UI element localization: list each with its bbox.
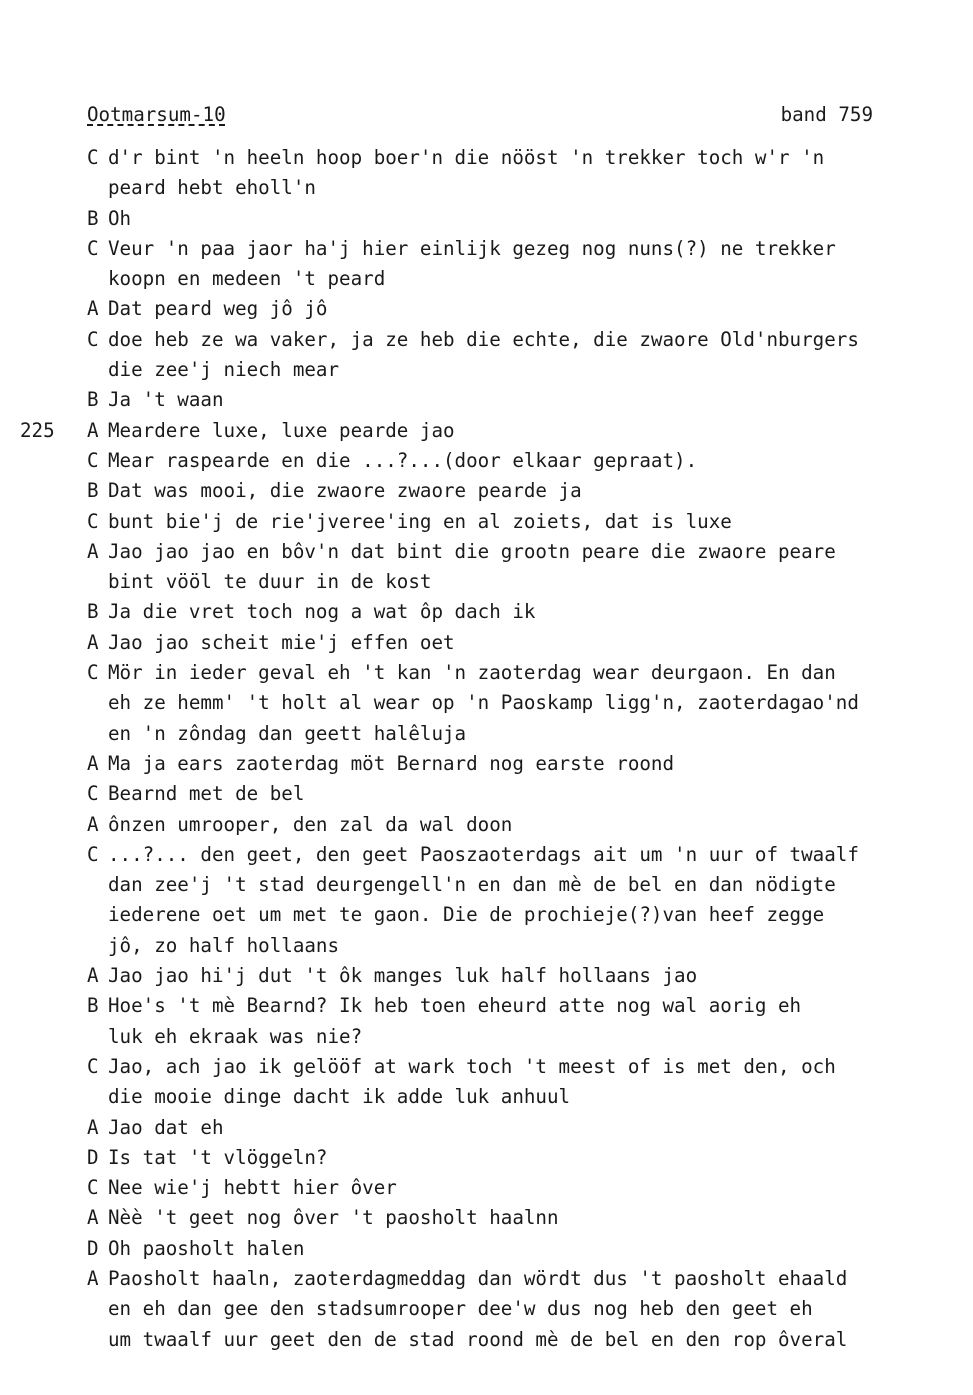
turn-first-line (0, 385, 973, 415)
utterance-text: luk eh ekraak was nie? (108, 1024, 363, 1048)
turn-first-line (0, 476, 973, 506)
speaker-turn (0, 810, 973, 840)
speaker-turn (0, 658, 973, 749)
speaker-turn (0, 840, 973, 961)
speaker-turn (0, 143, 973, 204)
speaker-label: A (87, 812, 99, 836)
speaker-turn (0, 204, 973, 234)
utterance-text: die mooie dinge dacht ik adde luk anhuul (108, 1085, 571, 1109)
utterance-text: peard hebt eholl'n (108, 176, 316, 200)
speaker-turn (0, 537, 973, 598)
speaker-label: C (87, 327, 99, 351)
utterance-text: Jao, ach jao ik gelööf at wark toch 't meest of is met den, och (108, 1054, 836, 1078)
speaker-label: B (87, 388, 99, 412)
utterance-text: Jao jao jao en bôv'n dat bint die grootn peare die zwaore peare (108, 539, 836, 563)
turn-continuation-line (0, 1325, 973, 1355)
speaker-label: A (87, 1115, 99, 1139)
utterance-text: en eh dan gee den stadsumrooper dee'w dus nog heb den geet eh (108, 1297, 813, 1321)
utterance-text: Dat peard weg jô jô (108, 297, 328, 321)
utterance-text: jô, zo half hollaans (108, 933, 340, 957)
utterance-text: Bearnd met de bel (108, 782, 305, 806)
turn-continuation-line (0, 264, 973, 294)
utterance-text: bint vööl te duur in de kost (108, 570, 432, 594)
utterance-text: koopn en medeen 't peard (108, 267, 386, 291)
utterance-text: Ja 't waan (108, 388, 224, 412)
speaker-label: A (87, 630, 99, 654)
speaker-label: A (87, 1206, 99, 1230)
turn-continuation-line (0, 1082, 973, 1112)
turn-first-line (0, 537, 973, 567)
turn-continuation-line (0, 719, 973, 749)
speaker-label: A (87, 539, 99, 563)
utterance-text: Oh (108, 206, 132, 230)
turn-first-line (0, 1143, 973, 1173)
turn-first-line (0, 1173, 973, 1203)
turn-first-line (0, 658, 973, 688)
tape-number: band 759 (780, 103, 873, 126)
speaker-label: C (87, 842, 99, 866)
turn-continuation-line (0, 688, 973, 718)
speaker-turn (0, 1173, 973, 1203)
speaker-label: B (87, 479, 99, 503)
utterance-text: Jao jao scheit mie'j effen oet (108, 630, 455, 654)
speaker-turn (0, 1234, 973, 1264)
speaker-label: C (87, 236, 99, 260)
turn-first-line (0, 1264, 973, 1294)
turn-first-line (0, 507, 973, 537)
turn-first-line (0, 204, 973, 234)
speaker-label: A (87, 751, 99, 775)
turn-continuation-line (0, 567, 973, 597)
speaker-label: B (87, 206, 99, 230)
utterance-text: Is tat 't vlöggeln? (108, 1145, 328, 1169)
utterance-text: Jao jao hi'j dut 't ôk manges luk half hollaans jao (108, 964, 698, 988)
utterance-text: bunt bie'j de rie'jveree'ing en al zoiets, dat is luxe (108, 509, 732, 533)
utterance-text: Ja die vret toch nog a wat ôp dach ik (108, 600, 536, 624)
turn-first-line (0, 961, 973, 991)
utterance-text: Mear raspearde en die ...?...(door elkaar gepraat). (108, 448, 698, 472)
turn-first-line (0, 840, 973, 870)
speaker-label: C (87, 661, 99, 685)
speaker-turn (0, 1052, 973, 1113)
turn-first-line (0, 446, 973, 476)
utterance-text: Paosholt haaln, zaoterdagmeddag dan wördt dus 't paosholt ehaald (108, 1266, 848, 1290)
speaker-label: A (87, 1266, 99, 1290)
speaker-label: B (87, 994, 99, 1018)
turn-first-line (0, 628, 973, 658)
turn-first-line (0, 416, 973, 446)
turn-first-line (0, 810, 973, 840)
turn-first-line (0, 1203, 973, 1233)
utterance-text: iederene oet um met te gaon. Die de prochieje(?)van heef zegge (108, 903, 825, 927)
turn-continuation-line (0, 355, 973, 385)
transcript-title: Ootmarsum-10 (87, 103, 226, 126)
utterance-text: Dat was mooi, die zwaore zwaore pearde ja (108, 479, 582, 503)
speaker-turn (0, 1113, 973, 1143)
turn-first-line (0, 325, 973, 355)
speaker-label: C (87, 782, 99, 806)
turn-first-line (0, 1234, 973, 1264)
turn-continuation-line (0, 870, 973, 900)
speaker-turn (0, 991, 973, 1052)
turn-first-line (0, 234, 973, 264)
turn-first-line (0, 1113, 973, 1143)
turn-continuation-line (0, 900, 973, 930)
utterance-text: Jao dat eh (108, 1115, 224, 1139)
speaker-label: C (87, 146, 99, 169)
utterance-text: Veur 'n paa jaor ha'j hier einlijk gezeg nog nuns(?) ne trekker (108, 236, 836, 260)
turn-first-line (0, 143, 973, 173)
speaker-label: C (87, 1176, 99, 1200)
utterance-text: Mör in ieder geval eh 't kan 'n zaoterdag wear deurgaon. En dan (108, 661, 836, 685)
speaker-label: B (87, 600, 99, 624)
transcript-body (0, 143, 973, 1355)
speaker-turn (0, 749, 973, 779)
utterance-text: die zee'j niech mear (108, 358, 340, 382)
utterance-text: Oh paosholt halen (108, 1236, 305, 1260)
turn-first-line (0, 1052, 973, 1082)
utterance-text: um twaalf uur geet den de stad roond mè de bel en den rop ôveral (108, 1327, 848, 1351)
turn-continuation-line (0, 1294, 973, 1324)
speaker-turn (0, 961, 973, 991)
speaker-label: A (87, 297, 99, 321)
utterance-text: Ma ja ears zaoterdag möt Bernard nog earste roond (108, 751, 675, 775)
speaker-label: A (87, 964, 99, 988)
speaker-label: D (87, 1145, 99, 1169)
turn-first-line (0, 779, 973, 809)
speaker-turn (0, 628, 973, 658)
speaker-turn (0, 234, 973, 295)
utterance-text: d'r bint 'n heeln hoop boer'n die nööst 'n trekker toch w'r 'n (108, 146, 825, 169)
utterance-text: dan zee'j 't stad deurgengell'n en dan mè de bel en dan nödigte (108, 873, 836, 897)
speaker-turn (0, 597, 973, 627)
turn-first-line (0, 991, 973, 1021)
speaker-turn (0, 325, 973, 386)
page-header (87, 103, 873, 129)
speaker-turn (0, 476, 973, 506)
speaker-turn (0, 779, 973, 809)
utterance-text: en 'n zôndag dan geett halêluja (108, 721, 467, 745)
turn-continuation-line (0, 173, 973, 203)
speaker-turn (0, 507, 973, 537)
speaker-label: C (87, 448, 99, 472)
speaker-turn (0, 1143, 973, 1173)
turn-first-line (0, 597, 973, 627)
turn-continuation-line (0, 931, 973, 961)
utterance-text: ônzen umrooper, den zal da wal doon (108, 812, 513, 836)
line-number: 225 (20, 418, 55, 442)
utterance-text: Nee wie'j hebtt hier ôver (108, 1176, 397, 1200)
speaker-label: A (87, 418, 99, 442)
turn-continuation-line (0, 1022, 973, 1052)
speaker-turn (0, 446, 973, 476)
turn-first-line (0, 294, 973, 324)
speaker-turn (0, 294, 973, 324)
utterance-text: ...?... den geet, den geet Paoszaoterdags ait um 'n uur of twaalf (108, 842, 859, 866)
utterance-text: Hoe's 't mè Bearnd? Ik heb toen eheurd atte nog wal aorig eh (108, 994, 802, 1018)
speaker-turn (0, 385, 973, 415)
speaker-turn (0, 416, 973, 446)
speaker-label: C (87, 1054, 99, 1078)
utterance-text: eh ze hemm' 't holt al wear op 'n Paoskamp ligg'n, zaoterdagao'nd (108, 691, 859, 715)
utterance-text: Nèè 't geet nog ôver 't paosholt haalnn (108, 1206, 559, 1230)
turn-first-line (0, 749, 973, 779)
speaker-turn (0, 1203, 973, 1233)
speaker-label: D (87, 1236, 99, 1260)
utterance-text: doe heb ze wa vaker, ja ze heb die echte, die zwaore Old'nburgers (108, 327, 859, 351)
speaker-turn (0, 1264, 973, 1355)
speaker-label: C (87, 509, 99, 533)
utterance-text: Meardere luxe, luxe pearde jao (108, 418, 455, 442)
